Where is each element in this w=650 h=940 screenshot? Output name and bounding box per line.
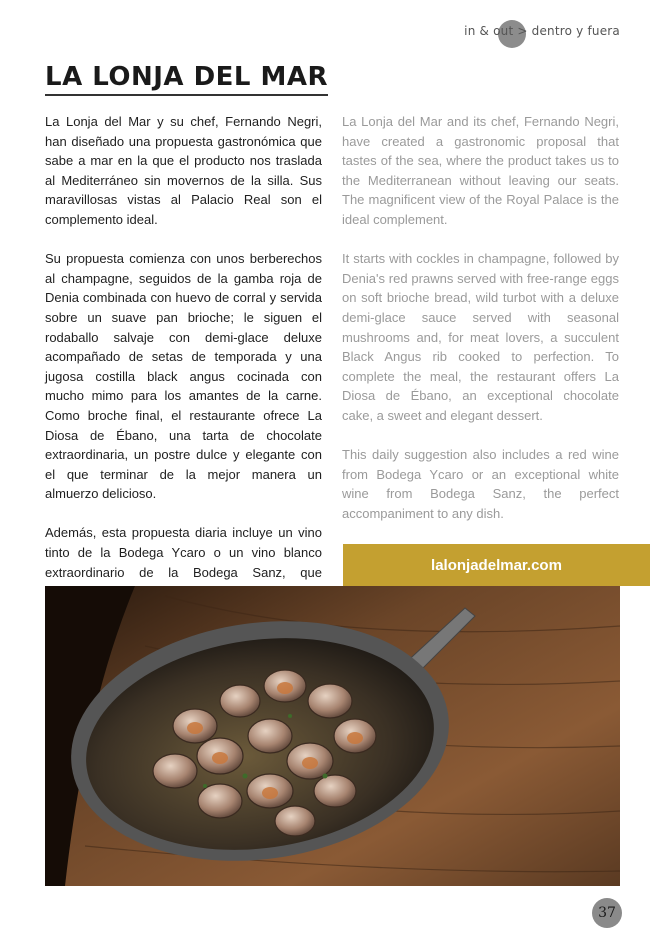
spanish-paragraph: La Lonja del Mar y su chef, Fernando Negri, han diseñado una propuesta gastronómica que sabe a mar en la que el producto nos traslada al Mediterráneo sin movernos de la silla. Sus maravillosas vistas al Palacio Real son el complemento ideal. [45,114,322,227]
english-paragraph: This daily suggestion also includes a red wine from Bodega Ycaro or an exceptional white wine from Bodega Sanz, the perfect accompaniment to any dish. [342,447,619,521]
english-column [342,112,619,543]
pan-of-cockles-photo [45,586,620,886]
article-title: LA LONJA DEL MAR [45,62,328,96]
section-tag-label: in & out > dentro y fuera [464,24,620,38]
english-paragraph: It starts with cockles in champagne, followed by Denia's red prawns served with free-range eggs on soft brioche bread, wild turbot with a deluxe demi-glace sauce served with seasonal mushrooms and, for meat lovers, a succulent Black Angus rib cooked to perfection. To complete the meal, the restaurant offers La Diosa de Ébano, an exceptional chocolate cake, a sweet and elegant dessert. [342,251,619,423]
spanish-paragraph: Su propuesta comienza con unos berberechos al champagne, seguidos de la gamba roja de Denia combinada con huevo de corral y servida sobre un suave pan brioche; le siguen el rodaballo salvaje con demi-glace deluxe acompañado de setas de temporada y una jugosa costilla black angus cocinada con mucho mimo para los amantes de la carne. Como broche final, el restaurante ofrece La Diosa de Ébano, una tarta de chocolate extraordinaria, un postre dulce y elegante con el que terminar de la mejor manera un almuerzo delicioso. [45,251,322,502]
spanish-paragraph: Además, esta propuesta diaria incluye un vino tinto de la Bodega Ycaro o un vino blanco extraordinario de la Bodega Sanz, que [45,525,322,580]
website-link[interactable]: lalonjadelmar.com [431,556,562,574]
food-photo-illustration [45,586,620,886]
page-number-label: 37 [598,905,616,921]
english-paragraph: La Lonja del Mar and its chef, Fernando Negri, have created a gastronomic proposal that tastes of the sea, where the product takes us to the Mediterranean without leaving our seats. The magnificent view of the Royal Palace is the ideal complement. [342,114,619,227]
website-banner[interactable] [343,544,650,586]
spanish-column [45,112,322,641]
section-tag [464,24,620,38]
page-number [592,898,622,928]
